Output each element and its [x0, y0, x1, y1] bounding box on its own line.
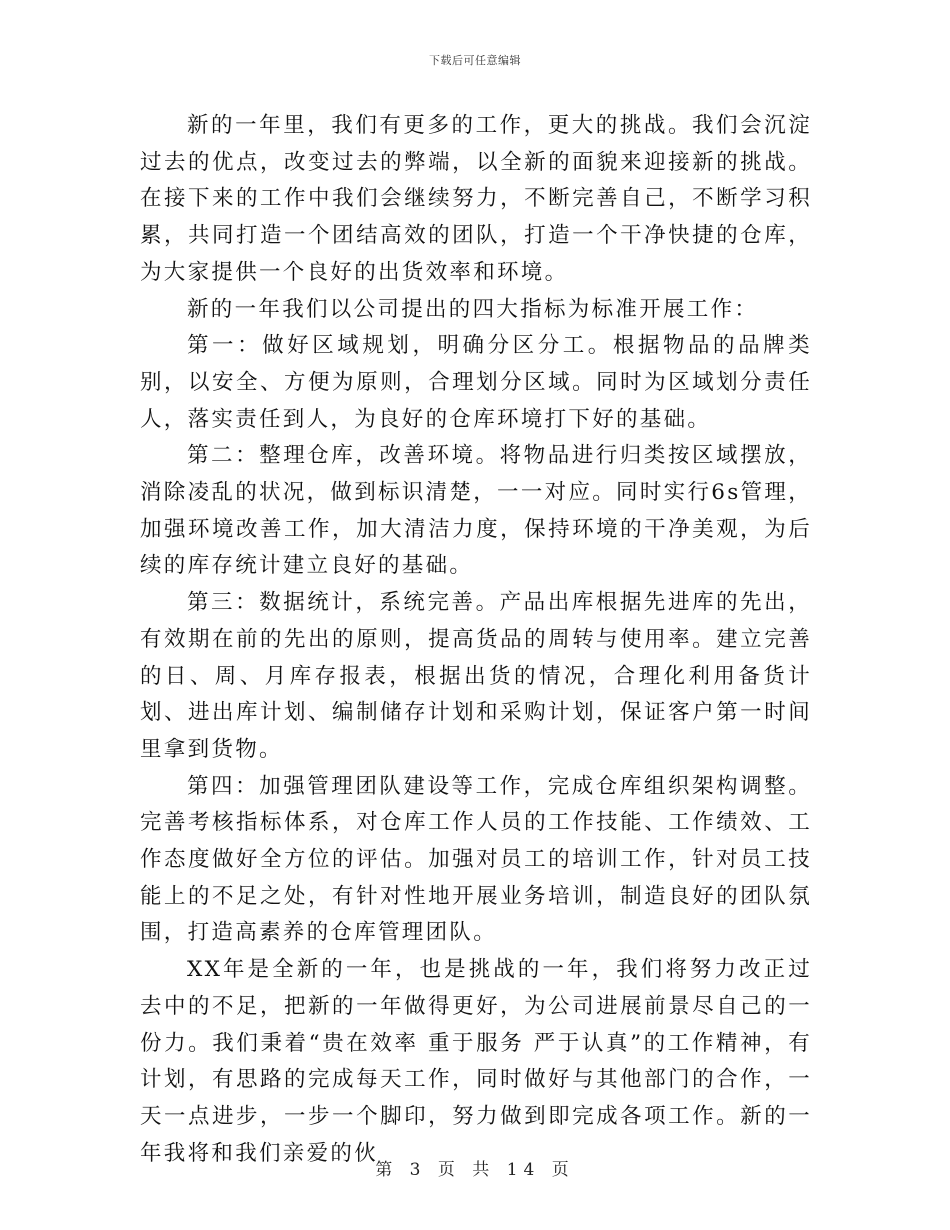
paragraph: 新的一年我们以公司提出的四大指标为标准开展工作：	[187, 296, 759, 322]
paragraph: XX年是全新的一年，也是挑战的一年，我们将努力改正过去中的不足，把新的一年做得更好，为公司进展前景尽自己的一份力。我们秉着“贵在效率 重于服务 严于认真”的工作精神，有计划，有思路的完成每天工作，同时做好与其他部门的合作，一天一点进步，一步一个脚印，努力做到即完成各项工作。新的一年我将和我们亲爱的伙	[140, 957, 812, 1166]
paragraph: 第二：整理仓库，改善环境。将物品进行归类按区域摆放，消除凌乱的状况，做到标识清楚，一一对应。同时实行6s管理，加强环境改善工作，加大清洁力度，保持环境的干净美观，为后续的库存统计建立良好的基础。	[140, 443, 812, 579]
header-note: 下载后可任意编辑	[429, 54, 521, 67]
paragraph: 第一：做好区域规划，明确分区分工。根据物品的品牌类别，以安全、方便为原则，合理划分区域。同时为区域划分责任人，落实责任到人，为良好的仓库环境打下好的基础。	[140, 333, 812, 432]
paragraph: 新的一年里，我们有更多的工作，更大的挑战。我们会沉淀过去的优点，改变过去的弊端，以全新的面貌来迎接新的挑战。在接下来的工作中我们会继续努力，不断完善自己，不断学习积累，共同打造一个团结高效的团队，打造一个干净快捷的仓库，为大家提供一个良好的出货效率和环境。	[140, 113, 812, 285]
paragraph: 第三：数据统计，系统完善。产品出库根据先进库的先出，有效期在前的先出的原则，提高货品的周转与使用率。建立完善的日、周、月库存报表，根据出货的情况，合理化利用备货计划、进出库计划、编制储存计划和采购计划，保证客户第一时间里拿到货物。	[140, 590, 812, 762]
paragraph: 第四：加强管理团队建设等工作，完成仓库组织架构调整。完善考核指标体系，对仓库工作人员的工作技能、工作绩效、工作态度做好全方位的评估。加强对员工的培训工作，针对员工技能上的不足之处，有针对性地开展业务培训，制造良好的团队氛围，打造高素养的仓库管理团队。	[140, 773, 812, 946]
document-body	[140, 108, 812, 1172]
page-indicator: 第 3 页 共 14 页	[375, 1160, 575, 1180]
